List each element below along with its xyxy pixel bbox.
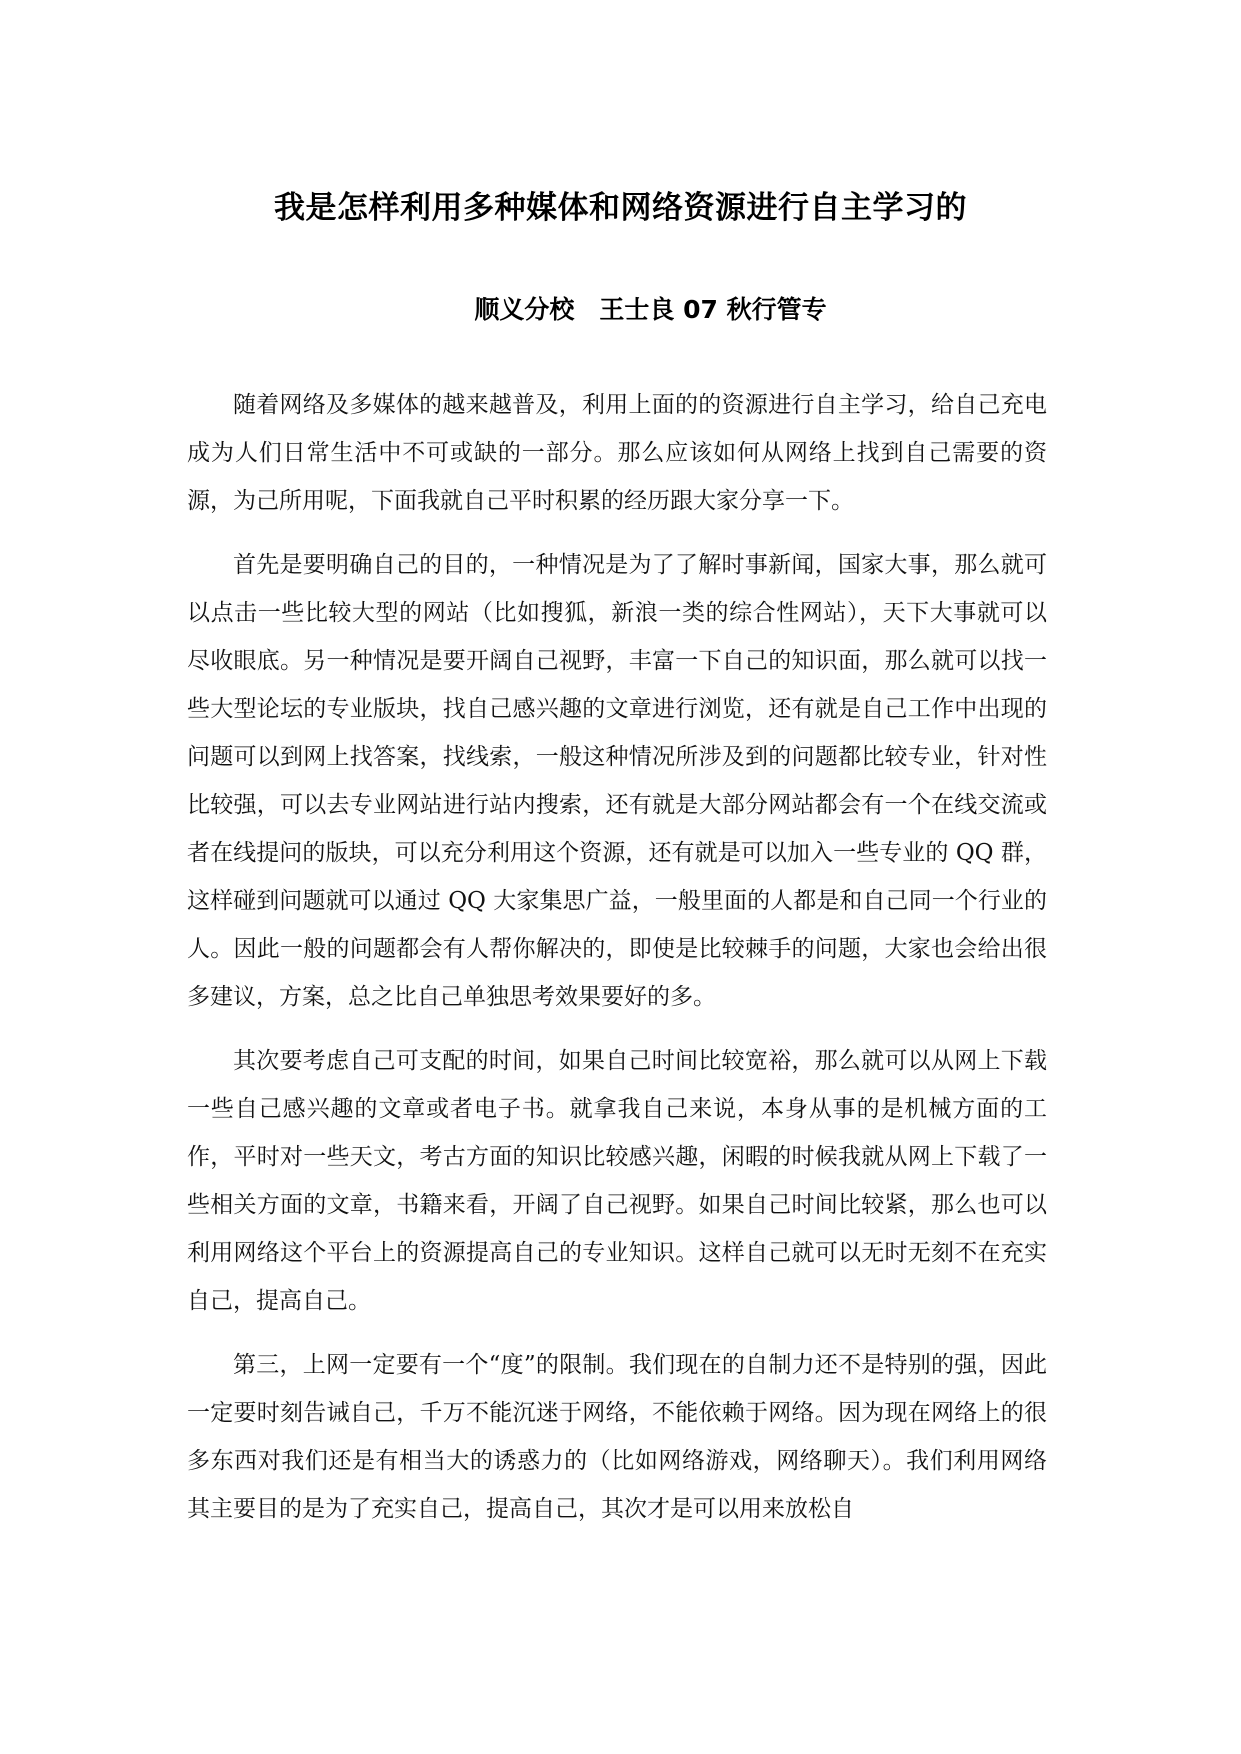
document-body — [187, 381, 1047, 1549]
paragraph-third-point: 第三，上网一定要有一个“度”的限制。我们现在的自制力还不是特别的强，因此一定要时刻告诫自己，千万不能沉迷于网络，不能依赖于网络。因为现在网络上的很多东西对我们还是有相当大的诱惑力的（比如网络游戏，网络聊天）。我们利用网络其主要目的是为了充实自己，提高自己，其次才是可以用来放松自 — [187, 1352, 1047, 1522]
paragraph-second-point: 其次要考虑自己可支配的时间，如果自己时间比较宽裕，那么就可以从网上下载一些自己感兴趣的文章或者电子书。就拿我自己来说，本身从事的是机械方面的工作，平时对一些天文，考古方面的知识比较感兴趣，闲暇的时候我就从网上下载了一些相关方面的文章，书籍来看，开阔了自己视野。如果自己时间比较紧，那么也可以利用网络这个平台上的资源提高自己的专业知识。这样自己就可以无时无刻不在充实自己，提高自己。 — [187, 1048, 1047, 1314]
paragraph-first-point: 首先是要明确自己的目的，一种情况是为了了解时事新闻，国家大事，那么就可以点击一些比较大型的网站（比如搜狐，新浪一类的综合性网站），天下大事就可以尽收眼底。另一种情况是要开阔自己视野，丰富一下自己的知识面，那么就可以找一些大型论坛的专业版块，找自己感兴趣的文章进行浏览，还有就是自己工作中出现的问题可以到网上找答案，找线索，一般这种情况所涉及到的问题都比较专业，针对性比较强，可以去专业网站进行站内搜索，还有就是大部分网站都会有一个在线交流或者在线提问的版块，可以充分利用这个资源，还有就是可以加入一些专业的 QQ 群，这样碰到问题就可以通过 QQ 大家集思广益，一般里面的人都是和自己同一个行业的人。因此一般的问题都会有人帮你解决的，即使是比较棘手的问题，大家也会给出很多建议，方案，总之比自己单独思考效果要好的多。 — [187, 552, 1047, 1010]
author-line: 顺义分校 王士良 07 秋行管专 — [474, 295, 827, 324]
document-title: 我是怎样利用多种媒体和网络资源进行自主学习的 — [274, 190, 967, 226]
paragraph-intro: 随着网络及多媒体的越来越普及，利用上面的的资源进行自主学习，给自己充电成为人们日常生活中不可或缺的一部分。那么应该如何从网络上找到自己需要的资源，为己所用呢，下面我就自己平时积累的经历跟大家分享一下。 — [187, 392, 1047, 514]
